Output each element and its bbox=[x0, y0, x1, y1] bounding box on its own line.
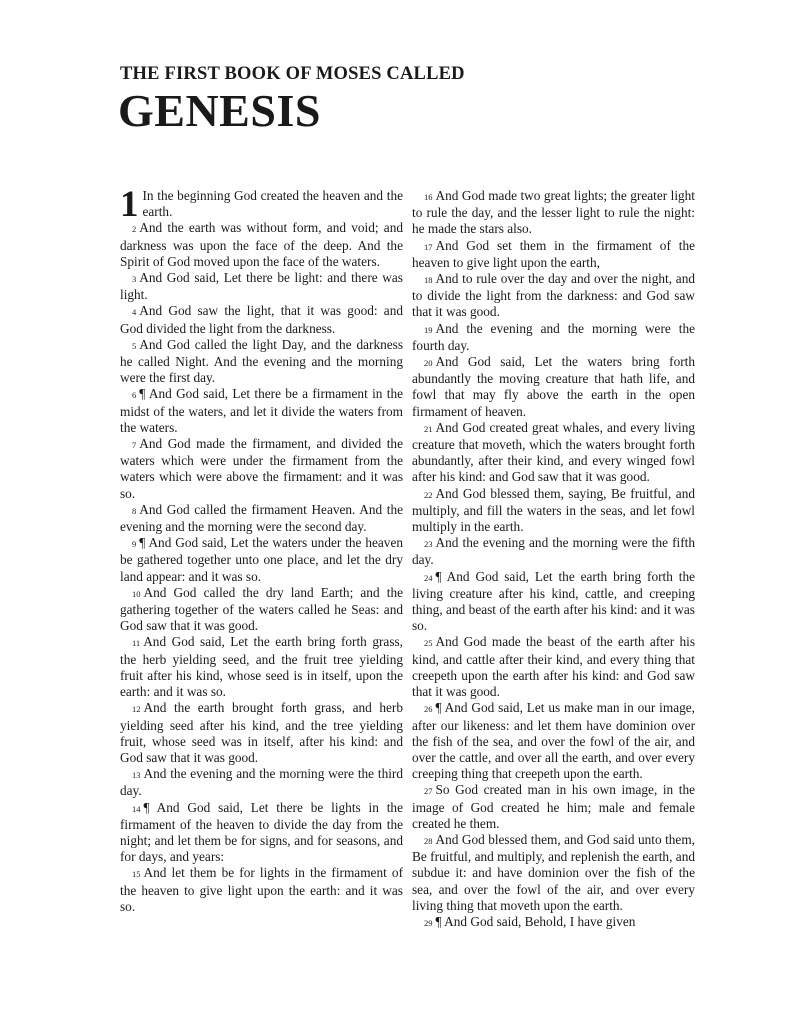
verse-number: 16 bbox=[424, 192, 433, 202]
verse-text: ¶ And God said, Let the waters under the heaven be gathered together unto one place, and let the dry land appear: and it was so. bbox=[120, 535, 403, 584]
verse bbox=[412, 634, 695, 700]
verse-number: 17 bbox=[424, 241, 433, 252]
verse-number: 5 bbox=[132, 340, 137, 351]
book-subtitle: THE FIRST BOOK OF MOSES CALLED bbox=[120, 64, 465, 84]
verse-text: And the earth was without form, and void; and darkness was upon the face of the deep. And the Spirit of God moved upon the face of the waters. bbox=[120, 220, 403, 269]
verse-number: 23 bbox=[424, 539, 433, 550]
verse bbox=[120, 502, 403, 535]
verse-number: 21 bbox=[424, 423, 433, 434]
verse bbox=[120, 220, 403, 270]
verse-1 bbox=[120, 184, 403, 225]
verse bbox=[412, 271, 695, 321]
verse bbox=[120, 865, 403, 915]
right-column bbox=[412, 188, 695, 931]
verse-number: 25 bbox=[424, 638, 433, 649]
left-column bbox=[120, 184, 403, 915]
verse-text: And God made two great lights; the greater light to rule the day, and the lesser light to rule the night: he made the stars also. bbox=[412, 188, 695, 237]
verse-text: And the evening and the morning were the fourth day. bbox=[412, 320, 695, 353]
verse-number: 20 bbox=[424, 358, 433, 369]
verse-text: And God called the dry land Earth; and the gathering together of the waters called he Seas: and God saw that it was good. bbox=[120, 584, 403, 634]
verse bbox=[120, 766, 403, 799]
verse bbox=[412, 832, 695, 914]
verse-text: And the evening and the morning were the third day. bbox=[120, 766, 403, 799]
verse-number: 11 bbox=[132, 638, 141, 649]
verse bbox=[120, 700, 403, 766]
verse-number: 15 bbox=[132, 869, 141, 880]
verse-number: 26 bbox=[424, 704, 433, 715]
verse-text: And the earth brought forth grass, and herb yielding seed after his kind, and the tree yielding fruit, whose seed was in itself, after his kind: and God saw that it was good. bbox=[120, 700, 403, 765]
verse-text: And God created great whales, and every living creature that moveth, which the waters brought forth abundantly, after their kind, and every winged fowl after his kind: and God saw that it was good. bbox=[412, 419, 695, 485]
verse bbox=[412, 782, 695, 832]
verse-text: And God saw the light, that it was good: and God divided the light from the darkness. bbox=[120, 303, 403, 336]
verse bbox=[120, 386, 403, 436]
verse-number: 22 bbox=[424, 489, 433, 500]
verse-number: 14 bbox=[132, 803, 141, 814]
verse-text: In the beginning God created the heaven and the earth. bbox=[142, 188, 403, 220]
verse bbox=[412, 420, 695, 486]
verse-number: 18 bbox=[424, 275, 433, 286]
verse-number: 27 bbox=[424, 786, 433, 797]
verse-text: So God created man in his own image, in the image of God created he him; male and female created he them. bbox=[412, 782, 695, 831]
verse-text: And God said, Let the waters bring forth abundantly the moving creature that hath life, and fowl that may fly above the earth in the open firmament of heaven. bbox=[412, 354, 695, 419]
verse bbox=[412, 535, 695, 568]
verse bbox=[412, 914, 695, 931]
verse-number: 10 bbox=[132, 588, 141, 599]
verse-text: And God set them in the firmament of the heaven to give light upon the earth, bbox=[412, 237, 695, 270]
verse-text: And let them be for lights in the firmament of the heaven to give light upon the earth: and it was so. bbox=[120, 865, 403, 914]
verse-number: 2 bbox=[132, 224, 137, 235]
chapter-number: 1 bbox=[120, 184, 139, 225]
verse-number: 29 bbox=[424, 917, 433, 928]
verse bbox=[120, 585, 403, 635]
verse-text: And God called the firmament Heaven. And the evening and the morning were the second day. bbox=[120, 501, 403, 535]
verse-text: And God made the firmament, and divided the waters which were under the firmament from the waters which were above the firmament: and it was so. bbox=[120, 436, 403, 501]
verse-text: ¶ And God said, Let there be lights in the firmament of the heaven to divide the day from the night; and let them be for signs, and for seasons, and for days, and years: bbox=[120, 799, 403, 865]
verse-number: 6 bbox=[132, 390, 137, 401]
verse-text: And God said, Let the earth bring forth grass, the herb yielding seed, and the fruit tree yielding fruit after his kind, whose seed is in itself, upon the earth: and it was so. bbox=[120, 634, 403, 700]
verse-number: 12 bbox=[132, 704, 141, 715]
verse-number: 8 bbox=[132, 505, 137, 516]
verse-text: ¶ And God said, Let us make man in our image, after our likeness: and let them have dominion over the fish of the sea, and over the fowl of the air, and over the cattle, and over all the earth, and over every creeping thing that creepeth upon the earth. bbox=[412, 700, 695, 782]
verse-text: ¶ And God said, Let the earth bring forth the living creature after his kind, cattle, and creeping thing, and beast of the earth after his kind: and it was so. bbox=[412, 568, 695, 634]
verse-number: 3 bbox=[132, 274, 137, 285]
verse-number: 4 bbox=[132, 307, 137, 318]
verse bbox=[412, 354, 695, 420]
verse bbox=[412, 321, 695, 354]
verse-number: 19 bbox=[424, 324, 433, 335]
verse-text: And God blessed them, saying, Be fruitful, and multiply, and fill the waters in the seas, and let fowl multiply in the earth. bbox=[412, 485, 695, 535]
verse bbox=[412, 188, 695, 238]
verse-text: And God blessed them, and God said unto them, Be fruitful, and multiply, and replenish the earth, and subdue it: and have dominion over the fish of the sea, and over the fowl of the air, and over every living thing that moveth upon the earth. bbox=[412, 831, 695, 913]
verse-text: And God made the beast of the earth after his kind, and cattle after their kind, and every thing that creepeth upon the earth after his kind: and God saw that it was good. bbox=[412, 634, 695, 700]
verse-number: 24 bbox=[424, 572, 433, 583]
verse bbox=[412, 486, 695, 536]
verse bbox=[120, 337, 403, 387]
verse-number: 13 bbox=[132, 770, 141, 781]
verse-text: And the evening and the morning were the fifth day. bbox=[412, 535, 695, 568]
verse-text: And to rule over the day and over the night, and to divide the light from the darkness: and God saw that it was good. bbox=[412, 271, 695, 320]
verse-text: And God called the light Day, and the darkness he called Night. And the evening and the morning were the first day. bbox=[120, 336, 403, 386]
verse-text: ¶ And God said, Behold, I have given bbox=[435, 913, 636, 929]
verse-number: 28 bbox=[424, 835, 433, 846]
verse bbox=[120, 436, 403, 502]
verse bbox=[120, 303, 403, 336]
verse bbox=[412, 238, 695, 271]
verse-number: 9 bbox=[132, 539, 137, 550]
verse bbox=[120, 535, 403, 585]
verse-text: ¶ And God said, Let there be a firmament in the midst of the waters, and let it divide the waters from the waters. bbox=[120, 386, 403, 435]
verse bbox=[120, 270, 403, 303]
verse-text: And God said, Let there be light: and there was light. bbox=[120, 270, 403, 303]
verse bbox=[412, 700, 695, 782]
verse bbox=[120, 800, 403, 866]
verse-number: 7 bbox=[132, 440, 137, 451]
verse bbox=[120, 634, 403, 700]
verse bbox=[412, 569, 695, 635]
book-title: GENESIS bbox=[118, 85, 321, 136]
